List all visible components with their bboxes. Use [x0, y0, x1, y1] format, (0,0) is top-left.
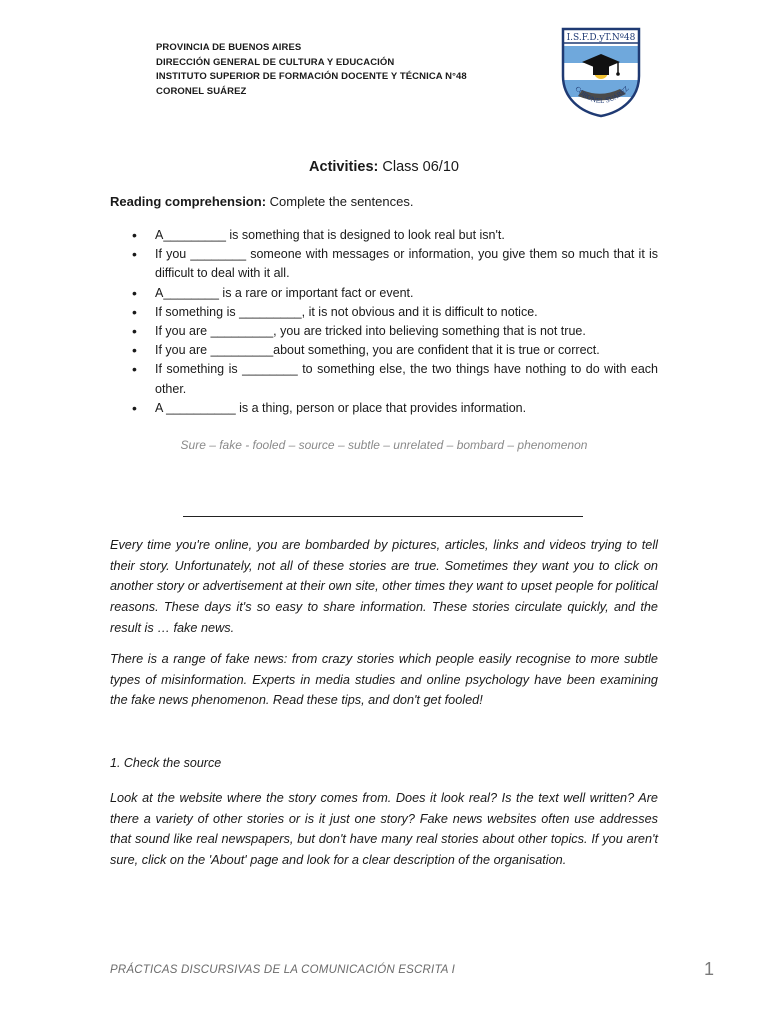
- header-line-city: CORONEL SUÁREZ: [156, 85, 247, 97]
- institution-header: [156, 41, 467, 99]
- title-label: Activities:: [309, 159, 379, 175]
- range-paragraph: There is a range of fake news: from crazy stories which people easily recognise to more subtle types of misinformation. Experts in media studies and online psychology have been examining the fake news phenomenon. Read these tips, and don't get fooled!: [110, 652, 658, 708]
- logo-top-text: I.S.F.D.yT.Nº48: [566, 33, 636, 43]
- header-line-institute: INSTITUTO SUPERIOR DE FORMACIÓN DOCENTE Y TÉCNICA N°48: [156, 71, 467, 82]
- list-item: • A________ is a rare or important fact or event.: [130, 284, 658, 303]
- intro-paragraph: Every time you're online, you are bombarded by pictures, articles, links and videos trying to tell their story. Unfortunately, not all of these stories are true. Sometimes they want you to click on another story or advertisement at their own site, other times they want to upset people for political reasons. These days it's so easy to share information. These stories circulate quickly, and the result is … fake news.: [110, 538, 658, 635]
- list-item: • If you are _________about something, you are confident that it is true or correct.: [130, 341, 658, 360]
- header-line-province: PROVINCIA DE BUENOS AIRES: [156, 42, 302, 53]
- instruction-label: Reading comprehension:: [110, 194, 267, 209]
- logo-bottom-text: CORONEL SUÁREZ: [573, 85, 631, 106]
- footer-course: PRÁCTICAS DISCURSIVAS DE LA COMUNICACIÓN ESCRITA I: [110, 964, 456, 976]
- instruction-line: [110, 194, 413, 209]
- page-number: 1: [704, 959, 715, 979]
- list-item: • A_________ is something that is designed to look real but isn't.: [130, 226, 658, 245]
- list-item: • If you ________ someone with messages or information, you give them so much that it is difficult to deal with it all.: [130, 245, 658, 283]
- title-class: Class 06/10: [378, 159, 459, 175]
- list-item: • If you are _________, you are tricked into believing something that is not true.: [130, 322, 658, 341]
- list-item: • If something is _________, it is not obvious and it is difficult to notice.: [130, 303, 658, 322]
- instruction-text: Complete the sentences.: [266, 194, 414, 209]
- word-bank: Sure – fake - fooled – source – subtle – unrelated – bombard – phenomenon: [180, 438, 588, 452]
- header-line-direction: DIRECCIÓN GENERAL DE CULTURA Y EDUCACIÓN: [156, 56, 395, 68]
- list-item: • A __________ is a thing, person or place that provides information.: [130, 399, 658, 418]
- tip-heading: 1. Check the source: [110, 756, 222, 770]
- sentence-list: [130, 226, 658, 418]
- institute-logo: [560, 26, 642, 118]
- list-item: • If something is ________ to something else, the two things have nothing to do with each other.: [130, 360, 658, 398]
- page-title: [0, 159, 768, 175]
- section-divider: [183, 516, 583, 517]
- tip-paragraph: Look at the website where the story comes from. Does it look real? Is the text well written? Are there a variety of other stories or is it just one story? Fake news websites often use addresses that sound like real newspapers, but don't have many real stories about other topics. If you aren't sure, click on the 'About' page and look for a clear description of the organisation.: [110, 791, 658, 868]
